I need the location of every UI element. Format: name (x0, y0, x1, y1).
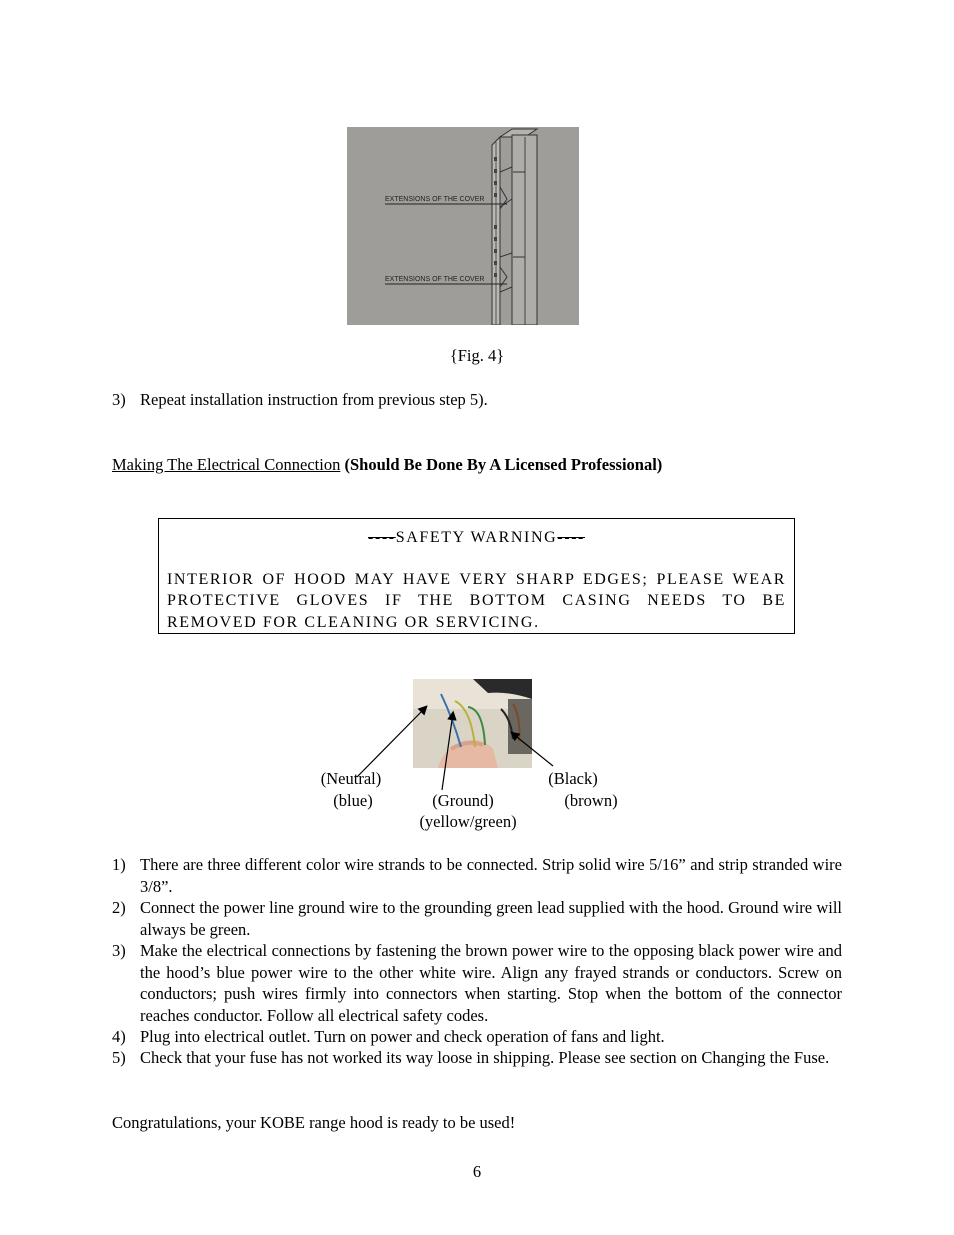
instruction-5-number: 5) (112, 1048, 126, 1067)
instruction-4-text: Plug into electrical outlet. Turn on power and check operation of fans and light. (140, 1027, 665, 1046)
neutral-label: (Neutral) (320, 769, 382, 788)
warning-dash-right: ---- (557, 529, 585, 546)
electrical-heading-title: Making The Electrical Connection (112, 455, 341, 474)
instruction-2-text: Connect the power line ground wire to the grounding green lead supplied with the hood. Ground wire will always be green. (140, 898, 842, 939)
instruction-5-text: Check that your fuse has not worked its way loose in shipping. Please see section on Changing the Fuse. (140, 1048, 830, 1067)
black-arrow (512, 733, 553, 766)
figure-4-caption: {Fig. 4} (449, 346, 505, 365)
cover-label-bottom: EXTENSIONS OF THE COVER (385, 276, 485, 283)
warning-title-text: SAFETY WARNING (395, 529, 558, 546)
ground-arrow (442, 713, 453, 790)
page-number: 6 (472, 1162, 482, 1181)
instruction-1-text: There are three different color wire strands to be connected. Strip solid wire 5/16” and strip stranded wire 3/8”. (140, 855, 842, 896)
instruction-5 (112, 1047, 842, 1069)
ground-color-label: (yellow/green) (419, 812, 517, 831)
instruction-2 (112, 897, 842, 940)
instruction-4-number: 4) (112, 1027, 126, 1046)
black-label: (Black) (548, 769, 598, 788)
instruction-4 (112, 1026, 842, 1048)
neutral-arrow (357, 707, 426, 777)
ground-label: (Ground) (432, 791, 494, 810)
instruction-3-number: 3) (112, 941, 126, 960)
step-3-text: Repeat installation instruction from previous step 5). (140, 390, 488, 409)
neutral-color-label: (blue) (333, 791, 373, 810)
instruction-1-number: 1) (112, 855, 126, 874)
instruction-2-number: 2) (112, 898, 126, 917)
instruction-3-text: Make the electrical connections by fastening the brown power wire to the opposing black power wire and the hood’s blue power wire to the other white wire. Align any frayed strands or conductors. Screw on conductors; push wires firmly into connectors when starting. Stop when the bottom of the connector reaches conductor. Follow all electrical safety codes. (140, 941, 842, 1025)
warning-dash-left: ---- (368, 529, 396, 546)
instruction-1 (112, 854, 842, 897)
instruction-3 (112, 940, 842, 1026)
electrical-heading-note: (Should Be Done By A Licensed Professional) (344, 455, 663, 474)
safety-warning-body: INTERIOR OF HOOD MAY HAVE VERY SHARP EDGES; PLEASE WEAR PROTECTIVE GLOVES IF THE BOTTOM CASING NEEDS TO BE REMOVED FOR CLEANING OR SERVICING. (167, 570, 786, 631)
cover-label-top: EXTENSIONS OF THE COVER (385, 196, 485, 203)
step-3-number: 3) (112, 390, 126, 409)
brown-label: (brown) (564, 791, 618, 810)
closing-message: Congratulations, your KOBE range hood is ready to be used! (112, 1113, 516, 1132)
